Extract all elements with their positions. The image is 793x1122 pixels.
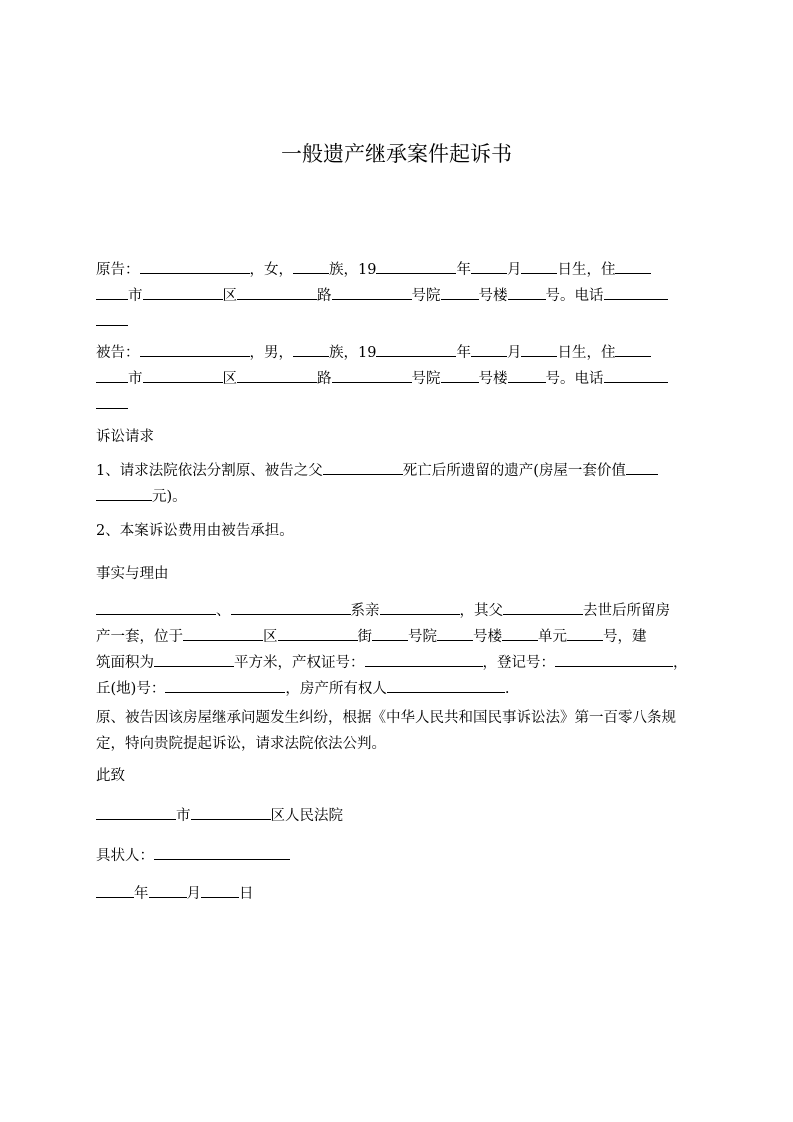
plaintiff-district-label: 区	[222, 288, 237, 304]
defendant-building-label: 号楼	[478, 371, 508, 387]
facts-comma: ，	[673, 655, 688, 671]
plaintiff-phone-label: 号。电话	[545, 288, 604, 304]
facts-relation: 系亲	[350, 603, 380, 619]
facts-building: 号楼	[473, 629, 502, 645]
plaintiff-section	[96, 257, 700, 335]
defendant-city-label: 市	[128, 371, 143, 387]
defendant-month-blank[interactable]	[471, 342, 507, 357]
plaintiff-gender: ，女，	[249, 262, 293, 278]
plaintiff-year-blank[interactable]	[376, 259, 456, 274]
closing-to: 此致	[96, 768, 125, 784]
defendant-building-blank[interactable]	[441, 368, 479, 383]
defendant-district-blank[interactable]	[143, 368, 223, 383]
defendant-road-blank[interactable]	[237, 368, 317, 383]
plaintiff-year-label: 年	[456, 262, 471, 278]
owner-blank[interactable]	[387, 678, 505, 693]
claim-1-text-b: 死亡后所遗留的遗产(房屋一套价值	[402, 463, 626, 479]
plaintiff-city-label: 市	[128, 288, 143, 304]
house-number-blank[interactable]	[567, 626, 603, 641]
court-district-blank[interactable]	[191, 805, 271, 820]
facts-period: .	[504, 681, 510, 697]
plaintiff-day-label: 日生，住	[557, 262, 616, 278]
house-unit-blank[interactable]	[502, 626, 538, 641]
claim-2-text: 2、本案诉讼费用由被告承担。	[96, 523, 294, 539]
plaintiff-address-blank[interactable]	[615, 259, 651, 274]
defendant-name-blank[interactable]	[140, 342, 250, 357]
party-b-blank[interactable]	[231, 600, 351, 615]
facts-district: 区	[263, 629, 278, 645]
defendant-district-label: 区	[222, 371, 237, 387]
claims-section	[96, 458, 700, 510]
defendant-number-blank[interactable]	[508, 368, 546, 383]
plaintiff-ethnic-blank[interactable]	[293, 259, 329, 274]
defendant-road-label: 路	[317, 371, 332, 387]
defendant-city-blank[interactable]	[96, 368, 128, 383]
facts-unit: 单元	[538, 629, 567, 645]
claim-1-text-a: 1、请求法院依法分割原、被告之父	[96, 463, 323, 479]
signer-label: 具状人：	[96, 848, 154, 864]
defendant-yard-blank[interactable]	[332, 368, 412, 383]
plaintiff-phone-blank[interactable]	[604, 285, 668, 300]
plaintiff-month-blank[interactable]	[471, 259, 507, 274]
defendant-ethnic-label: 族，	[329, 345, 358, 361]
plaintiff-year-prefix: 19	[358, 262, 377, 278]
facts-after-death: 去世后所留房	[583, 603, 670, 619]
house-yard-blank[interactable]	[372, 626, 408, 641]
plaintiff-yard-label: 号院	[411, 288, 441, 304]
defendant-year-prefix: 19	[358, 345, 377, 361]
defendant-phone-blank-cont[interactable]	[96, 394, 128, 409]
plaintiff-building-label: 号楼	[478, 288, 508, 304]
court-city-label: 市	[176, 808, 191, 824]
date-day-blank[interactable]	[201, 883, 239, 898]
court-city-blank[interactable]	[96, 805, 176, 820]
date-month-blank[interactable]	[149, 883, 187, 898]
cert-number-blank[interactable]	[365, 652, 483, 667]
plaintiff-district-blank[interactable]	[143, 285, 223, 300]
defendant-ethnic-blank[interactable]	[293, 342, 329, 357]
facts-yard: 号院	[408, 629, 437, 645]
court-line	[96, 803, 700, 829]
facts-sep: 、	[216, 603, 231, 619]
facts-reg: ，登记号：	[482, 655, 555, 671]
defendant-section	[96, 340, 700, 418]
defendant-day-label: 日生，住	[557, 345, 616, 361]
plaintiff-label: 原告：	[96, 262, 140, 278]
facts-street: 街	[357, 629, 372, 645]
land-number-blank[interactable]	[165, 678, 285, 693]
area-blank[interactable]	[154, 652, 234, 667]
facts-section	[96, 598, 700, 702]
date-line	[96, 881, 700, 907]
document-title: 一般遗产继承案件起诉书	[281, 142, 512, 166]
plaintiff-city-blank[interactable]	[96, 285, 128, 300]
facts-house: 产一套，位于	[96, 629, 183, 645]
date-year-label: 年	[134, 886, 149, 902]
signer-line	[96, 843, 700, 869]
defendant-gender: ，男，	[249, 345, 293, 361]
defendant-year-blank[interactable]	[376, 342, 456, 357]
plaintiff-yard-blank[interactable]	[332, 285, 412, 300]
signer-blank[interactable]	[154, 845, 290, 860]
plaintiff-building-blank[interactable]	[441, 285, 479, 300]
house-street-blank[interactable]	[278, 626, 358, 641]
plaintiff-number-blank[interactable]	[508, 285, 546, 300]
value-blank[interactable]	[626, 460, 658, 475]
value-blank-cont[interactable]	[96, 486, 152, 501]
defendant-label: 被告：	[96, 345, 140, 361]
court-name-label: 区人民法院	[270, 808, 343, 824]
facts-sqm: 平方米，产权证号：	[234, 655, 365, 671]
claim-1-text-c: 元)。	[152, 489, 187, 505]
house-district-blank[interactable]	[183, 626, 263, 641]
facts-father: ，其父	[459, 603, 503, 619]
facts-area: 筑面积为	[96, 655, 154, 671]
plaintiff-road-blank[interactable]	[237, 285, 317, 300]
plaintiff-phone-blank-cont[interactable]	[96, 311, 128, 326]
defendant-yard-label: 号院	[411, 371, 441, 387]
plaintiff-month-label: 月	[506, 262, 522, 278]
plaintiff-road-label: 路	[317, 288, 332, 304]
facts-owner: ，房产所有权人	[285, 681, 387, 697]
date-month-label: 月	[186, 886, 201, 902]
house-building-blank[interactable]	[437, 626, 473, 641]
relation-blank[interactable]	[380, 600, 460, 615]
facts-paragraph: 原、被告因该房屋继承问题发生纠纷，根据《中华人民共和国民事诉讼法》第一百零八条规定，特向贵院提起诉讼，请求法院依法公判。	[96, 710, 676, 752]
party-a-blank[interactable]	[96, 600, 216, 615]
defendant-year-label: 年	[456, 345, 471, 361]
defendant-address-blank[interactable]	[615, 342, 651, 357]
facts-heading: 事实与理由	[96, 566, 169, 582]
defendant-day-blank[interactable]	[521, 342, 557, 357]
facts-number: 号，建	[603, 629, 647, 645]
plaintiff-name-blank[interactable]	[140, 259, 250, 274]
father-name-blank[interactable]	[323, 460, 403, 475]
date-year-blank[interactable]	[96, 883, 134, 898]
defendant-phone-label: 号。电话	[545, 371, 604, 387]
reg-number-blank[interactable]	[555, 652, 673, 667]
defendant-month-label: 月	[506, 345, 522, 361]
date-day-label: 日	[239, 886, 254, 902]
defendant-phone-blank[interactable]	[604, 368, 668, 383]
father-blank[interactable]	[503, 600, 583, 615]
plaintiff-ethnic-label: 族，	[329, 262, 358, 278]
facts-land: 丘(地)号：	[96, 681, 166, 697]
plaintiff-day-blank[interactable]	[521, 259, 557, 274]
claims-heading: 诉讼请求	[96, 429, 154, 445]
